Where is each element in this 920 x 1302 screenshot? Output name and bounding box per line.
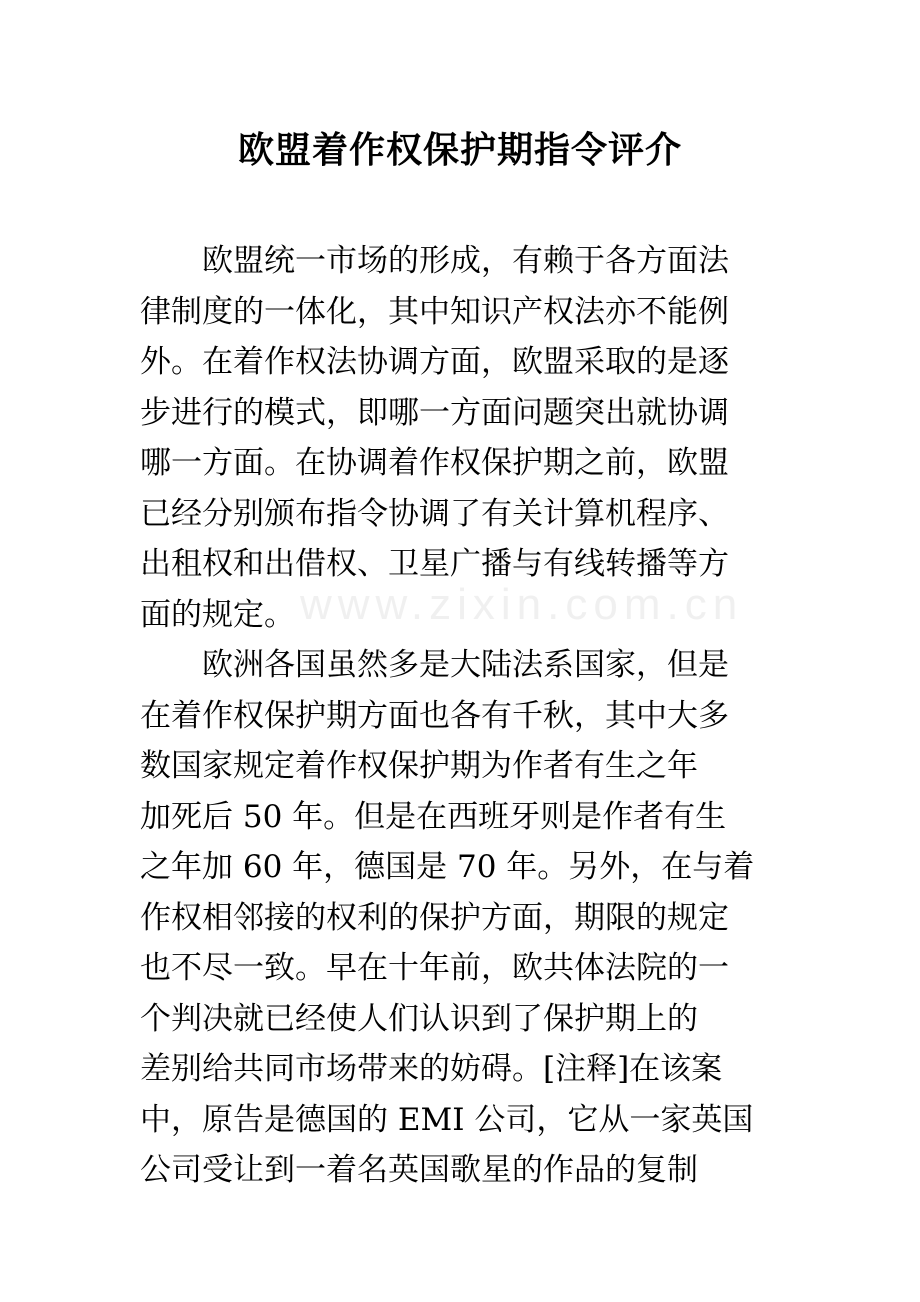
text-line: 欧盟统一市场的形成，有赖于各方面法 — [140, 243, 729, 279]
text-line: 出租权和出借权、卫星广播与有线转播等方 — [140, 546, 729, 582]
document-title: 欧盟着作权保护期指令评介 — [237, 129, 682, 171]
text-line: 之年加 60 年，德国是 70 年。另外，在与着 — [140, 849, 755, 885]
text-line: 差别给共同市场带来的妨碍。[注释]在该案 — [140, 1051, 723, 1087]
text-line: 作权相邻接的权利的保护方面，期限的规定 — [140, 899, 729, 936]
text-line: 中，原告是德国的 EMI 公司，它从一家英国 — [140, 1101, 754, 1138]
text-line: 加死后 50 年。但是在西班牙则是作者有生 — [140, 798, 727, 835]
text-line: 步进行的模式，即哪一方面问题突出就协调 — [140, 394, 729, 431]
text-line: 欧洲各国虽然多是大陆法系国家，但是 — [140, 647, 729, 683]
document-body — [140, 236, 790, 1196]
text-line: 律制度的一体化，其中知识产权法亦不能例 — [140, 293, 729, 330]
text-line: 哪一方面。在协调着作权保护期之前，欧盟 — [140, 445, 729, 481]
watermark: www.zixin.com.cn — [300, 580, 744, 629]
text-line: 个判决就已经使人们认识到了保护期上的 — [140, 1000, 698, 1037]
text-line: 已经分别颁布指令协调了有关计算机程序、 — [140, 495, 729, 532]
text-line: 面的规定。 — [140, 596, 295, 633]
text-line: 也不尽一致。早在十年前，欧共体法院的一 — [140, 950, 729, 986]
text-line: 公司受让到一着名英国歌星的作品的复制 — [140, 1152, 698, 1188]
text-line: 在着作权保护期方面也各有千秋，其中大多 — [140, 697, 729, 734]
text-line: 外。在着作权法协调方面，欧盟采取的是逐 — [140, 344, 729, 380]
text-line: 数国家规定着作权保护期为作者有生之年 — [140, 748, 698, 784]
